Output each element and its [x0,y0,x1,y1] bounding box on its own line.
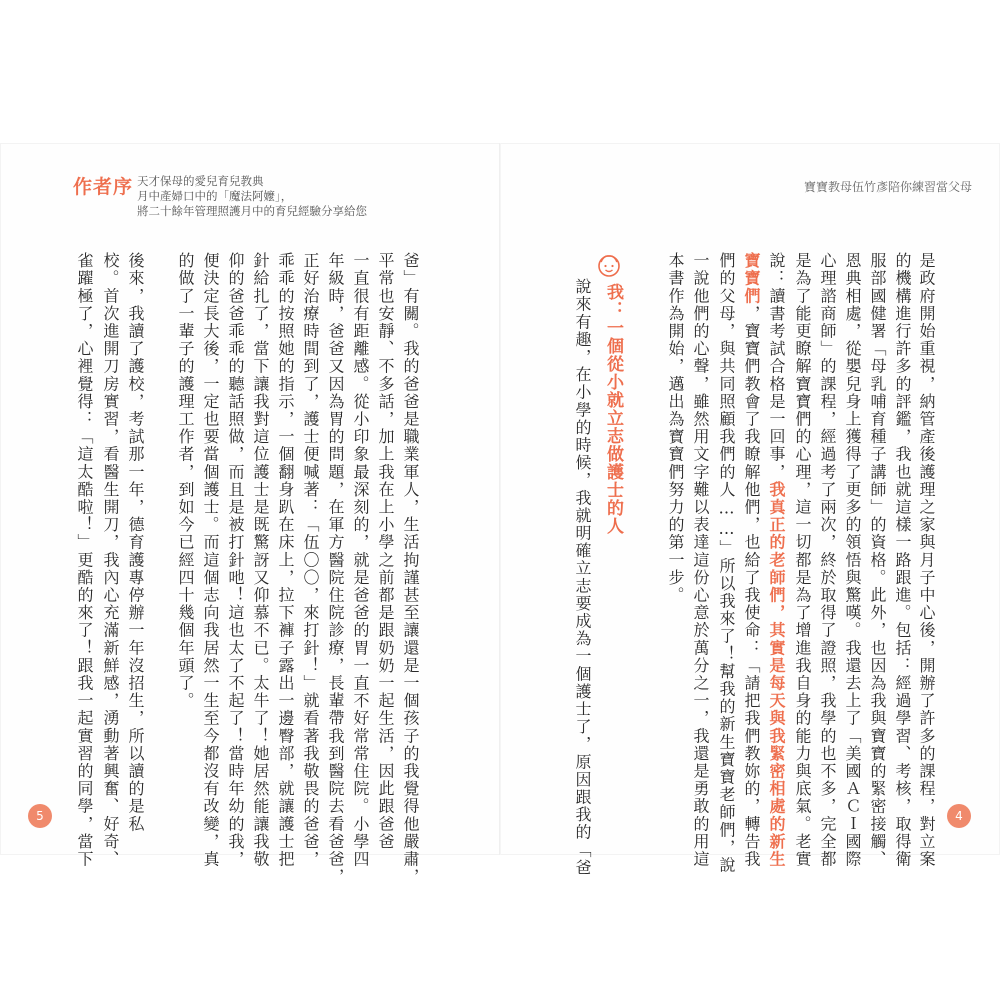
body-column: 乖乖的按照她的指示，一個翻身趴在床上，拉下褲子露出一邊臀部，就讓護士把 [276,252,295,868]
body-column: 正好治療時間到了，護士便喊著：「伍〇〇，來打針！」就看著我敬畏的爸爸， [301,252,320,868]
body-column: 恩典相處，從嬰兒身上獲得了更多的領悟與驚嘆。我還去上了「美國ＡＣＩ國際 [843,252,862,868]
page-number-left: 5 [28,804,52,828]
smiling-face-icon [596,252,622,278]
preface-subtitle [137,174,377,219]
body-column: 雀躍極了，心裡覺得：「這太酷啦！」更酷的來了！跟我一起實習的同學，當下 [75,252,94,868]
body-column: 爸」有關。我的爸爸是職業軍人，生活拘謹甚至讓還是一個孩子的我覺得他嚴肅， [401,252,420,886]
subtitle-line-2: 月中產婦口中的「魔法阿嬤」， [137,189,293,203]
highlight-text: 我真正的老師們，其實是每天與我緊密相處的新生 [767,480,786,869]
body-text: ，寶寶們教會了我瞭解他們，也給了我使命：「請把我們教妳的，轉告我 [742,304,761,869]
body-column: 說來有趣，在小學的時候，我就明確立志要成為一個護士了，原因跟我的「爸 [573,278,592,877]
body-column: 服部國健署「母乳哺育種子講師」的資格。此外，也因為我與寶寶的緊密接觸、 [868,252,887,868]
page-number-right: 4 [947,804,971,828]
section-heading: 我：一個從小就立志做護士的人 [603,283,623,535]
body-column: 們的父母，與共同照顧我們的人……」所以我來了！幫我的新生寶寶老師們，說 [717,252,736,874]
body-column: 一說他們的心聲，雖然用文字難以表達這份心意於萬分之一，我還是勇敢的用這 [691,252,710,868]
running-title: 寶寶教母伍竹彥陪你練習當父母 [803,180,972,194]
body-column: 校。首次進開刀房實習，看醫生開刀，我內心充滿新鮮感，湧動著興奮、好奇、 [101,252,120,868]
subtitle-line-1: 天才保母的愛兒育兒教典 [137,174,264,188]
body-column: 針給扎了，當下讓我對這位護士是既驚訝又仰慕不已。太牛了！她居然能讓我敬 [251,252,270,868]
subtitle-line-3: 將二十餘年管理照護月中的育兒經驗分享給您 [137,204,367,218]
body-column [766,252,786,868]
body-column: 心理諮商師」的課程，經過考了兩次，終於取得了證照，我學的也不多，完全都 [818,252,837,868]
body-column: 便決定長大後，一定也要當個護士。而這個志向我居然一生至今都沒有改變，真 [201,252,220,868]
body-column: 的機構進行許多的評鑑，我也就這樣一路跟進。包括：經過學習、考核，取得衛 [893,252,912,868]
body-column: 後來，我讀了護校，考試那一年，德育護專停辦一年沒招生，所以讀的是私 [126,252,145,833]
page-gutter [499,143,501,855]
body-column: 一直很有距離感。從小印象最深刻的，就是爸爸的胃一直不好常常住院。小學四 [351,252,370,868]
body-text: 說：讀書考試合格是一回事， [767,252,786,481]
body-column: 平常也安靜、不多話，加上我在上小學之前都是跟奶奶一起生活，因此跟爸爸 [376,252,395,851]
body-column: 是政府開始重視，納管產後護理之家與月子中心後，開辦了許多的課程，對立案 [917,252,936,868]
body-column: 本書作為開始，邁出為寶寶們努力的第一步。 [666,252,685,604]
body-column: 仰的爸爸乖乖的聽話照做，而且是被打針吔！這也太了不起了！當時年幼的我， [226,252,245,868]
highlight-text: 寶寶們 [742,252,761,305]
body-column: 年級時，爸爸又因為胃的問題，在軍方醫院住院診療，長輩帶我到醫院去看爸爸， [326,252,345,886]
body-column [741,252,761,868]
body-column: 是為了能更瞭解寶寶們的心理，這一切都是為了增進我自身的能力與底氣。老實 [793,252,812,868]
preface-title: 作者序 [73,176,134,198]
body-column: 的做了一輩子的護理工作者，到如今已經四十幾個年頭了。 [176,252,195,710]
